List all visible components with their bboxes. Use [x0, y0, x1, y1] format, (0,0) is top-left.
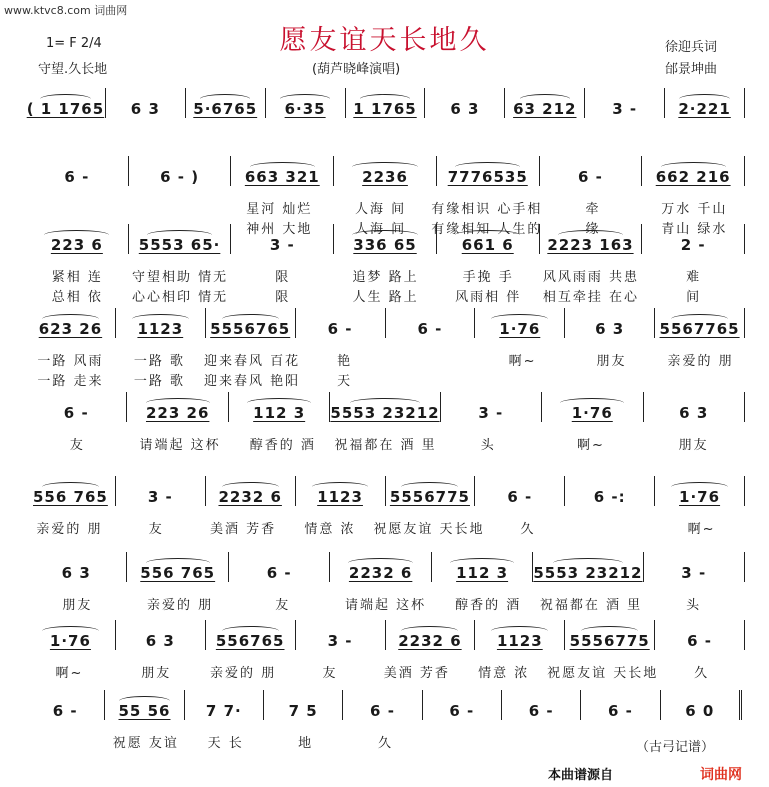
measure	[206, 320, 295, 338]
lyric-cell: 头	[480, 438, 496, 453]
slur-mark	[553, 558, 623, 568]
measure	[26, 236, 128, 254]
lyric-cell: 啊~	[508, 354, 537, 369]
slur-mark	[250, 162, 315, 172]
lyric-cell: 有缘相知 人生的	[431, 222, 543, 237]
performer: (葫芦晓峰演唱)	[312, 62, 401, 77]
lyric-cell: 祝福都在 酒 里	[539, 598, 643, 613]
measure	[127, 404, 227, 422]
measure	[266, 100, 345, 118]
measure-notes: 2·221	[678, 100, 731, 118]
measure	[129, 236, 231, 254]
measure-notes: 5556775	[389, 488, 470, 506]
lyric-cell: 朋友	[62, 598, 93, 613]
measure-notes: 623 26	[38, 320, 103, 338]
score-row	[0, 228, 769, 316]
measure-notes: 6 3	[61, 564, 91, 582]
lyric-cell: 人海 间	[355, 202, 407, 217]
measure-notes: 1123	[137, 320, 184, 338]
measure-notes: 1·76	[571, 404, 613, 422]
measure	[540, 236, 642, 254]
measure-notes: 6 -	[449, 702, 475, 720]
notation-line	[26, 160, 745, 186]
measure-notes: 1123	[317, 488, 363, 506]
lyric-cell: 有缘相识 心手相	[431, 202, 543, 217]
measure	[437, 168, 539, 186]
slur-mark	[119, 696, 169, 706]
lyric-cell: 万水 千山	[661, 202, 728, 217]
lyric-cell: 祝愿友谊 天长地	[373, 522, 485, 537]
measure	[330, 404, 439, 422]
lyric-cell: 美酒 芳香	[383, 666, 450, 681]
measure-notes: 1·76	[49, 632, 91, 650]
measure-notes: 55 56	[118, 702, 171, 720]
lyric-cell: 啊~	[687, 522, 716, 537]
measure	[127, 564, 227, 582]
lyric-cell: 人海 间	[355, 222, 407, 237]
measure	[26, 404, 126, 422]
measure-notes: 6 3	[679, 404, 709, 422]
lyric-cell: 神州 大地	[246, 222, 313, 237]
slur-mark	[352, 230, 417, 240]
measure	[296, 488, 385, 506]
lyric-cell: 情意 浓	[304, 522, 356, 537]
measure-notes: 112 3	[456, 564, 509, 582]
slur-mark	[42, 482, 99, 492]
lyric-cell: 手挽 手	[462, 270, 514, 285]
slur-mark	[520, 94, 570, 104]
slur-mark	[491, 626, 548, 636]
lyric-cell: 亲爱的 朋	[36, 522, 103, 537]
lyrics-verse-1	[26, 662, 745, 681]
measure-notes: 5556775	[569, 632, 650, 650]
lyric-cell	[425, 732, 505, 751]
slur-mark	[401, 626, 458, 636]
score-row	[0, 312, 769, 400]
lyrics-verse-1	[26, 434, 745, 453]
slur-mark	[200, 94, 250, 104]
bar-line	[744, 552, 745, 582]
measure	[661, 702, 739, 720]
slur-mark	[42, 626, 99, 636]
measure-notes: 7 7·	[205, 702, 242, 720]
measure	[642, 168, 744, 186]
lyric-cell: 情意 浓	[478, 666, 530, 681]
measure-notes: 1·76	[499, 320, 541, 338]
measure-notes: 223 6	[50, 236, 103, 254]
site-watermark: www.ktvc8.com 词曲网	[4, 4, 128, 17]
lyric-cell: 祝愿 友谊	[112, 736, 179, 751]
measure	[26, 632, 115, 650]
lyric-cell: 一路 走来	[37, 374, 104, 389]
score-row	[0, 480, 769, 568]
slur-mark	[42, 314, 99, 324]
measure	[437, 236, 539, 254]
lyrics-verse-2	[26, 286, 745, 305]
lyric-cell	[26, 198, 127, 217]
measure-notes: 336 65	[353, 236, 417, 254]
measure	[231, 236, 333, 254]
measure	[116, 632, 205, 650]
slur-mark	[44, 230, 109, 240]
lyric-cell	[505, 732, 585, 751]
slur-mark	[247, 398, 311, 408]
measure	[505, 100, 584, 118]
measure-notes: 6 -	[52, 702, 78, 720]
measure	[330, 564, 430, 582]
measure	[386, 488, 475, 506]
lyric-cell: 总相 依	[51, 290, 103, 305]
lyric-cell: 一路 歌	[133, 374, 186, 389]
measure	[655, 488, 744, 506]
lyric-cell: 友	[148, 522, 164, 537]
lyric-cell: 醇香的 酒	[249, 438, 316, 453]
slur-mark	[360, 94, 410, 104]
measure-notes: 7776535	[447, 168, 528, 186]
slur-mark	[558, 230, 623, 240]
measure-notes: 3 -	[269, 236, 295, 254]
subtitle-left: 守望.久长地	[38, 62, 108, 77]
lyrics-verse-1	[26, 266, 745, 285]
measure	[432, 564, 532, 582]
slur-mark	[661, 162, 726, 172]
slur-mark	[350, 398, 420, 408]
bar-line	[739, 690, 745, 720]
lyric-cell: 一路 歌	[133, 354, 186, 369]
lyric-cell: 亲爱的 朋	[147, 598, 214, 613]
lyrics-verse-2	[26, 370, 745, 389]
lyric-cell: 守望相助 情无	[132, 270, 229, 285]
notation-line	[26, 694, 745, 720]
measure-notes: 1123	[496, 632, 543, 650]
measure-notes: 3 -	[147, 488, 173, 506]
measure	[565, 488, 654, 506]
measure	[542, 404, 642, 422]
lyric-cell: 请端起 这杯	[139, 438, 221, 453]
lyric-cell: 迎来春风 艳阳	[203, 374, 301, 389]
measure	[206, 632, 295, 650]
measure	[26, 488, 115, 506]
bar-line	[744, 224, 745, 254]
measure	[565, 320, 654, 338]
measure	[565, 632, 654, 650]
measure-notes: 6 -	[528, 702, 554, 720]
slur-mark	[671, 314, 728, 324]
measure	[642, 236, 744, 254]
lyric-cell: 久	[378, 736, 394, 751]
slur-mark	[491, 314, 548, 324]
lyric-cell: 间	[686, 290, 702, 305]
lyric-cell	[389, 350, 478, 369]
slur-mark	[146, 398, 210, 408]
lyric-cell: 难	[686, 270, 702, 285]
lyric-cell: 相互牵挂 在心	[542, 290, 640, 305]
measure	[343, 702, 421, 720]
slur-mark	[132, 314, 189, 324]
lyric-cell: 地	[298, 736, 314, 751]
slur-mark	[455, 230, 520, 240]
lyrics-verse-1	[26, 198, 745, 217]
measure-notes: 6 -	[327, 320, 353, 338]
measure	[185, 702, 263, 720]
slur-mark	[679, 94, 729, 104]
notation-credit: （古弓记谱）	[636, 740, 715, 755]
slur-mark	[222, 314, 279, 324]
measure-notes: 6 -	[63, 404, 89, 422]
measure-notes: 2232 6	[348, 564, 413, 582]
measure-notes: 6 -	[687, 632, 712, 650]
slur-mark	[222, 626, 279, 636]
lyric-cell: 迎来春风 百花	[203, 354, 301, 369]
slur-mark	[40, 94, 90, 104]
slur-mark	[146, 558, 210, 568]
slur-mark	[147, 230, 212, 240]
slur-mark	[312, 482, 369, 492]
measure	[386, 632, 475, 650]
measure	[296, 632, 385, 650]
measure-notes: 1 1765	[353, 100, 417, 118]
lyric-cell: 祝愿友谊 天长地	[547, 666, 659, 681]
measure-notes: 112 3	[253, 404, 306, 422]
lyric-cell: 朋友	[678, 438, 709, 453]
lyric-cell	[567, 370, 656, 389]
measure	[655, 632, 744, 650]
lyric-cell: 限	[275, 270, 291, 285]
slur-mark	[222, 482, 279, 492]
bar-line	[744, 88, 745, 118]
lyrics-verse-1	[26, 594, 745, 613]
measure	[644, 404, 744, 422]
lyric-cell	[571, 518, 658, 537]
measure-notes: 663 321	[244, 168, 320, 186]
measure	[116, 488, 205, 506]
lyricist: 徐迎兵词	[665, 40, 718, 55]
lyric-cell: 天	[337, 374, 353, 389]
measure-notes: 6 - )	[160, 168, 200, 186]
notation-line	[26, 480, 745, 506]
measure-notes: 6 -:	[593, 488, 626, 506]
measure	[386, 320, 475, 338]
measure	[655, 320, 744, 338]
lyric-cell: 一路 风雨	[37, 354, 104, 369]
composer: 邰景坤曲	[665, 62, 718, 77]
footer-logo[interactable]: 词曲网	[700, 767, 742, 783]
song-title: 愿友谊天长地久	[279, 25, 490, 56]
measure-notes: 2232 6	[218, 488, 282, 506]
measure-notes: 5567765	[659, 320, 740, 338]
notation-line	[26, 556, 745, 582]
lyric-cell: 友	[322, 666, 338, 681]
notation-line	[26, 396, 745, 422]
measure	[229, 564, 329, 582]
measure-notes: ( 1 1765	[26, 100, 105, 118]
lyric-cell: 人生 路上	[352, 290, 419, 305]
slur-mark	[671, 482, 728, 492]
lyric-cell: 缘	[585, 222, 601, 237]
lyric-cell: 紧相 连	[51, 270, 103, 285]
notation-line	[26, 312, 745, 338]
measure-notes: 6 -	[507, 488, 533, 506]
measure-notes: 5556765	[210, 320, 291, 338]
lyric-cell: 友	[275, 598, 291, 613]
lyric-cell: 追梦 路上	[352, 270, 419, 285]
lyric-cell: 青山 绿水	[661, 222, 728, 237]
measure-notes: 6 -	[608, 702, 633, 720]
measure	[231, 168, 333, 186]
slur-mark	[581, 626, 638, 636]
lyric-cell: 久	[694, 666, 710, 681]
measure-notes: 5553 23212	[330, 404, 440, 422]
bar-line	[744, 156, 745, 186]
slur-mark	[560, 398, 624, 408]
measure	[423, 702, 501, 720]
footer-source: 本曲谱源自	[548, 768, 614, 783]
measure	[26, 100, 105, 118]
measure	[585, 100, 664, 118]
lyric-cell	[656, 370, 745, 389]
lyric-cell: 艳	[337, 354, 353, 369]
measure	[116, 320, 205, 338]
measure-notes: 662 216	[655, 168, 731, 186]
measure	[441, 404, 541, 422]
measure-notes: 3 -	[612, 100, 638, 118]
measure	[475, 488, 564, 506]
measure-notes: 6 -	[370, 702, 395, 720]
lyric-cell: 请端起 这杯	[344, 598, 427, 613]
measure-notes: 7 5	[288, 702, 318, 720]
lyric-cell: 心心相印 情无	[132, 290, 229, 305]
measure	[346, 100, 425, 118]
measure	[26, 564, 126, 582]
measure	[296, 320, 385, 338]
lyrics-verse-1	[26, 518, 745, 537]
measure-notes: 556 765	[33, 488, 108, 506]
slur-mark	[401, 482, 458, 492]
bar-line	[744, 620, 745, 650]
lyric-cell: 美酒 芳香	[210, 522, 277, 537]
bar-line	[744, 392, 745, 422]
measure-notes: 5553 23212	[533, 564, 643, 582]
measure-notes: 5553 65·	[138, 236, 221, 254]
measure	[129, 168, 231, 186]
measure	[106, 100, 185, 118]
measure	[26, 702, 104, 720]
measure-notes: 1·76	[679, 488, 721, 506]
lyrics-verse-1	[26, 350, 745, 369]
measure	[533, 564, 642, 582]
measure-notes: 2232 6	[398, 632, 462, 650]
lyric-cell: 星河 灿烂	[246, 202, 313, 217]
measure-notes: 556765	[215, 632, 285, 650]
measure-notes: 6 3	[450, 100, 480, 118]
measure	[502, 702, 580, 720]
lyric-cell: 牵	[585, 202, 601, 217]
measure-notes: 5·6765	[193, 100, 258, 118]
lyric-cell: 亲爱的 朋	[210, 666, 277, 681]
lyric-cell	[389, 370, 478, 389]
measure-notes: 3 -	[681, 564, 707, 582]
lyric-cell: 久	[520, 522, 536, 537]
slur-mark	[280, 94, 330, 104]
measure	[26, 168, 128, 186]
measure-notes: 6 -	[578, 168, 603, 186]
slur-mark	[450, 558, 514, 568]
measure	[425, 100, 504, 118]
slur-mark	[352, 162, 417, 172]
notation-line	[26, 624, 745, 650]
lyric-cell	[127, 198, 228, 217]
score-row	[0, 396, 769, 484]
lyric-cell: 醇香的 酒	[455, 598, 522, 613]
slur-mark	[455, 162, 520, 172]
measure	[644, 564, 744, 582]
measure	[264, 702, 342, 720]
lyric-cell	[26, 732, 106, 751]
measure	[334, 236, 436, 254]
measure	[186, 100, 265, 118]
lyric-cell: 朋友	[596, 354, 627, 369]
measure-notes: 6·35	[284, 100, 326, 118]
measure	[105, 702, 183, 720]
measure	[540, 168, 642, 186]
measure-notes: 6 -	[417, 320, 443, 338]
bar-line	[744, 476, 745, 506]
lyric-cell: 啊~	[577, 438, 605, 453]
lyric-cell: 啊~	[55, 666, 84, 681]
notation-line	[26, 92, 745, 118]
lyric-cell: 亲爱的 朋	[667, 354, 734, 369]
measure-notes: 3 -	[327, 632, 353, 650]
measure	[334, 168, 436, 186]
measure-notes: 6 3	[145, 632, 175, 650]
slur-mark	[348, 558, 412, 568]
measure-notes: 2223 163	[547, 236, 634, 254]
lyric-cell: 友	[69, 438, 85, 453]
lyric-cell: 风雨相 伴	[455, 290, 522, 305]
measure-notes: 6 -	[64, 168, 90, 186]
measure-notes: 556 765	[140, 564, 216, 582]
notation-line	[26, 228, 745, 254]
bar-line	[744, 308, 745, 338]
measure-notes: 6 0	[685, 702, 715, 720]
measure	[475, 320, 564, 338]
lyric-cell	[478, 370, 567, 389]
lyric-cell: 天 长	[207, 736, 244, 751]
measure	[665, 100, 744, 118]
measure-notes: 661 6	[461, 236, 514, 254]
lyric-cell: 风风雨雨 共患	[542, 270, 640, 285]
measure-notes: 6 3	[595, 320, 625, 338]
lyric-cell: 限	[275, 290, 291, 305]
measure	[475, 632, 564, 650]
measure-notes: 2 -	[680, 236, 706, 254]
measure	[581, 702, 659, 720]
lyric-cell: 朋友	[141, 666, 172, 681]
measure	[206, 488, 295, 506]
lyric-cell: 头	[686, 598, 702, 613]
measure-notes: 223 26	[145, 404, 210, 422]
measure-notes: 63 212	[513, 100, 577, 118]
key-signature: 1= F 2/4	[46, 36, 102, 51]
measure-notes: 6 3	[130, 100, 160, 118]
measure-notes: 3 -	[478, 404, 504, 422]
measure	[229, 404, 329, 422]
measure	[26, 320, 115, 338]
lyric-cell: 祝福都在 酒 里	[334, 438, 437, 453]
measure-notes: 2236	[362, 168, 408, 186]
measure-notes: 6 -	[266, 564, 292, 582]
